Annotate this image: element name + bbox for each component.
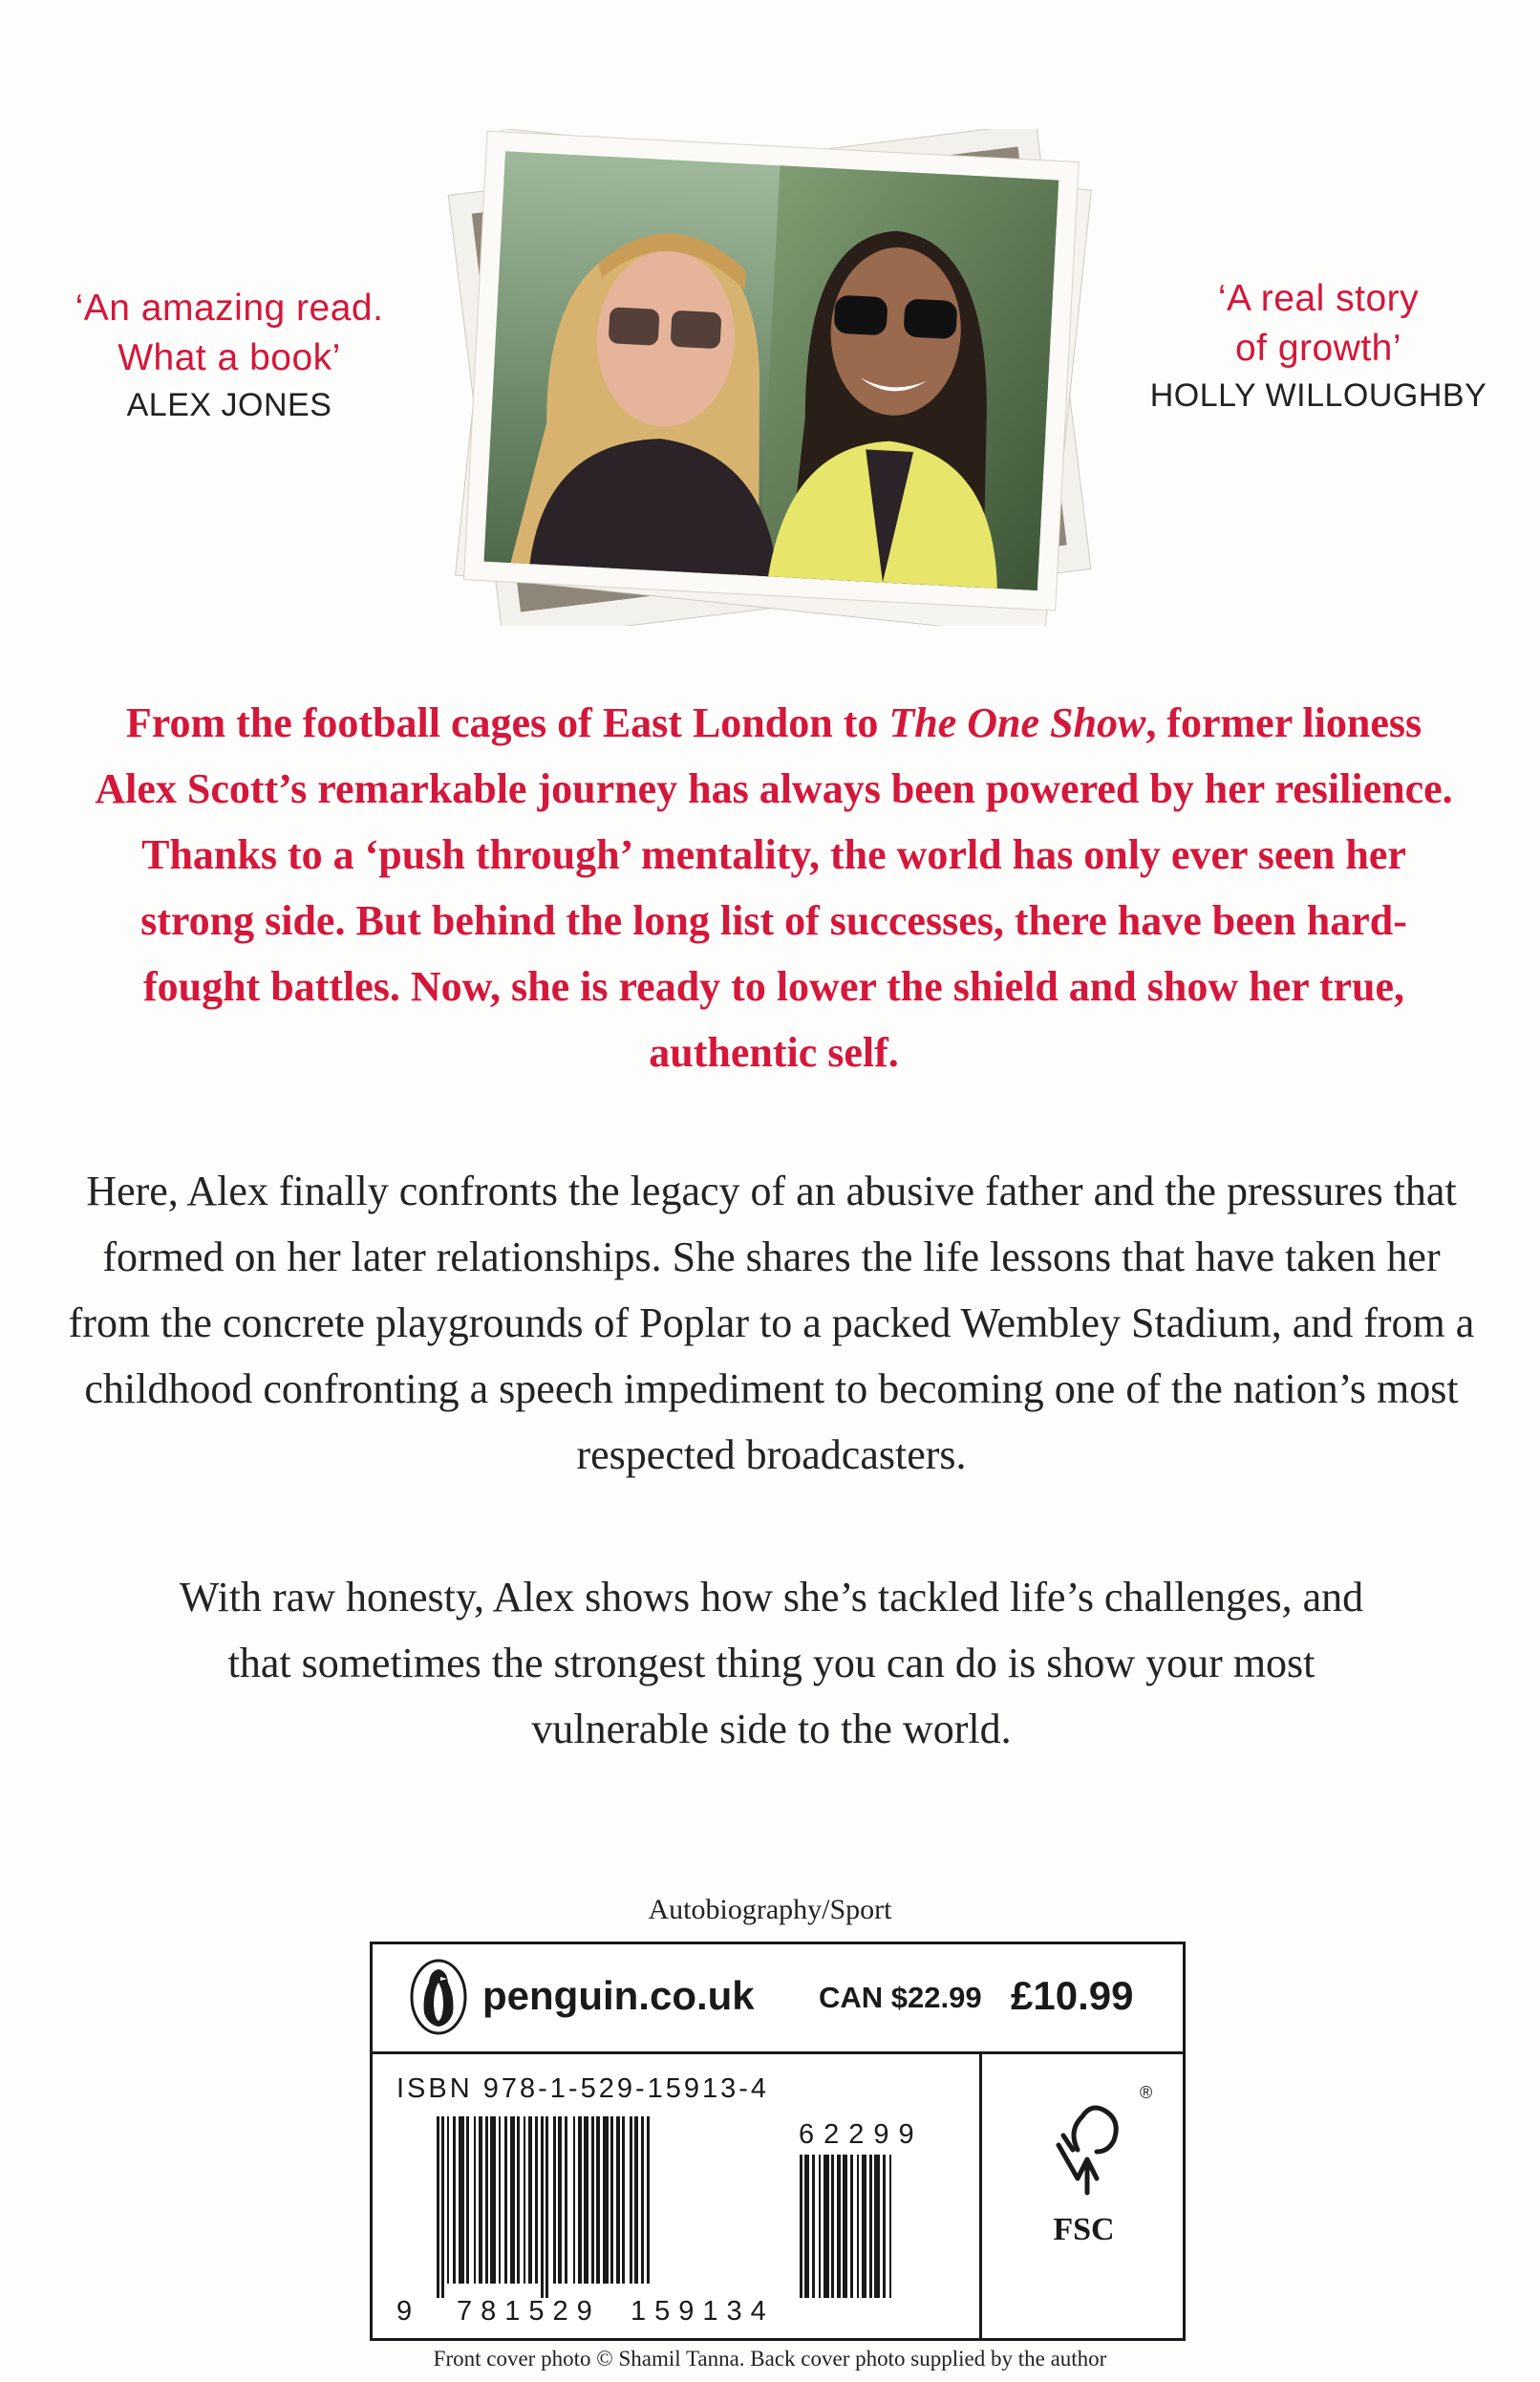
barcode-bar — [558, 2116, 562, 2284]
price-can: CAN $22.99 — [819, 1981, 982, 2014]
barcode-bar — [584, 2116, 588, 2284]
barcode-bar — [869, 2155, 872, 2298]
fsc-registered-mark: ® — [1140, 2083, 1153, 2102]
barcode-bar — [578, 2116, 582, 2284]
barcode-bar — [565, 2116, 567, 2284]
photo-stack — [435, 129, 1103, 626]
barcode-bar — [889, 2155, 891, 2298]
barcode-bar — [485, 2116, 488, 2284]
barcode-bar — [800, 2155, 802, 2298]
blurb-text-end: , former lioness Alex Scott’s remarkable journey has always been powered by her resilience. Thanks to a ‘push through’ mentality, the world has only ever seen her strong side. But behind the long list of successes, there have been hard-fought battles. Now, she is ready to lower the shield and show her true, authentic self. — [95, 699, 1453, 1076]
barcode-bar — [616, 2116, 620, 2284]
barcode-bar — [441, 2116, 444, 2298]
barcode-bar — [857, 2155, 859, 2298]
quote-left-line2: What a book’ — [118, 337, 341, 378]
category-label: Autobiography/Sport — [648, 1894, 892, 1925]
barcode-bar — [850, 2155, 853, 2298]
barcode-bar — [510, 2116, 515, 2284]
photo-credit: Front cover photo © Shamil Tanna. Back cover photo supplied by the author — [433, 2347, 1107, 2371]
barcode-bar — [647, 2116, 650, 2284]
barcode-bar — [641, 2116, 644, 2284]
barcode-bar — [535, 2116, 538, 2284]
fsc-tree-icon — [1039, 2092, 1135, 2198]
barcode-bar — [524, 2116, 525, 2284]
barcode-bar — [517, 2116, 520, 2284]
barcode-bar — [466, 2116, 469, 2284]
price-gbp: £10.99 — [1011, 1973, 1134, 2018]
barcode-bar — [843, 2155, 847, 2298]
front-photo — [463, 131, 1079, 611]
barcode-bar — [596, 2116, 600, 2284]
barcode-addon-digits: 62299 — [799, 2119, 924, 2150]
blurb-text-start: From the football cages of East London to — [125, 699, 889, 746]
barcode-bar — [499, 2116, 501, 2284]
barcode-bar — [823, 2155, 829, 2298]
barcode-bar — [862, 2155, 866, 2298]
quote-right — [1108, 274, 1529, 418]
barcode-bar — [447, 2116, 449, 2284]
penguin-logo-icon — [409, 1958, 468, 2036]
quote-left-line1: ‘An amazing read. — [75, 288, 384, 329]
body-paragraph-2: With raw honesty, Alex shows how she’s tackled life’s challenges, and that sometimes the strongest thing you can do is show your most vulnerable side to the world. — [179, 1574, 1364, 1752]
barcode-bar — [453, 2116, 456, 2284]
barcode-digits-group2: 159134 — [631, 2296, 775, 2327]
barcode-box — [370, 1942, 1186, 2341]
isbn-text: ISBN 978-1-529-15913-4 — [396, 2073, 770, 2104]
barcode-bar — [591, 2116, 594, 2284]
barcode-bar — [545, 2116, 548, 2298]
barcode-bar — [874, 2155, 880, 2298]
barcode-bar — [553, 2116, 556, 2284]
barcode-bar — [603, 2116, 609, 2284]
blurb-show-title: The One Show — [888, 699, 1146, 746]
barcode-bar — [622, 2116, 625, 2284]
barcode-bar — [504, 2116, 507, 2284]
barcode-bar — [474, 2116, 476, 2284]
barcode-bar — [812, 2155, 815, 2298]
barcode-bar — [819, 2155, 821, 2298]
publisher-url: penguin.co.uk — [482, 1973, 755, 2018]
barcode-bar — [883, 2155, 886, 2298]
barcode-bar — [630, 2116, 632, 2284]
barcode-addon — [798, 2155, 951, 2327]
barcode-bar — [479, 2116, 482, 2284]
barcode-bar — [437, 2116, 439, 2298]
price-bar — [373, 1944, 1183, 2054]
quote-left-author: ALEX JONES — [126, 387, 332, 423]
barcode-bar — [610, 2116, 613, 2284]
barcode-bar — [528, 2116, 532, 2284]
fsc-panel — [979, 2054, 1186, 2338]
barcode-bar — [490, 2116, 496, 2284]
body-paragraph-1: Here, Alex finally confronts the legacy of an abusive father and the pressures that formed on her later relationships. She shares the life lessons that have taken her from the concrete playgrounds of Poplar to a packed Wembley Stadium, and from a childhood confronting a speech impediment to becoming one of the nation’s most respected broadcasters. — [68, 1168, 1475, 1478]
barcode-bar — [573, 2116, 575, 2284]
quote-right-author: HOLLY WILLOUGHBY — [1149, 377, 1487, 414]
quote-right-line2: of growth’ — [1234, 328, 1402, 369]
barcode-bar — [459, 2116, 464, 2284]
barcode-main — [435, 2116, 807, 2307]
barcode-bar — [804, 2155, 809, 2298]
barcode-bar — [837, 2155, 841, 2298]
barcode-digit-first: 9 — [396, 2296, 421, 2327]
barcode-bar — [541, 2116, 544, 2298]
blurb — [86, 690, 1462, 1085]
quote-right-line1: ‘A real story — [1217, 278, 1420, 319]
barcode-bar — [831, 2155, 834, 2298]
barcode-bar — [634, 2116, 638, 2284]
fsc-label: FSC — [1053, 2212, 1115, 2247]
quote-left — [38, 284, 420, 427]
barcode-digits-group1: 781529 — [457, 2296, 601, 2327]
